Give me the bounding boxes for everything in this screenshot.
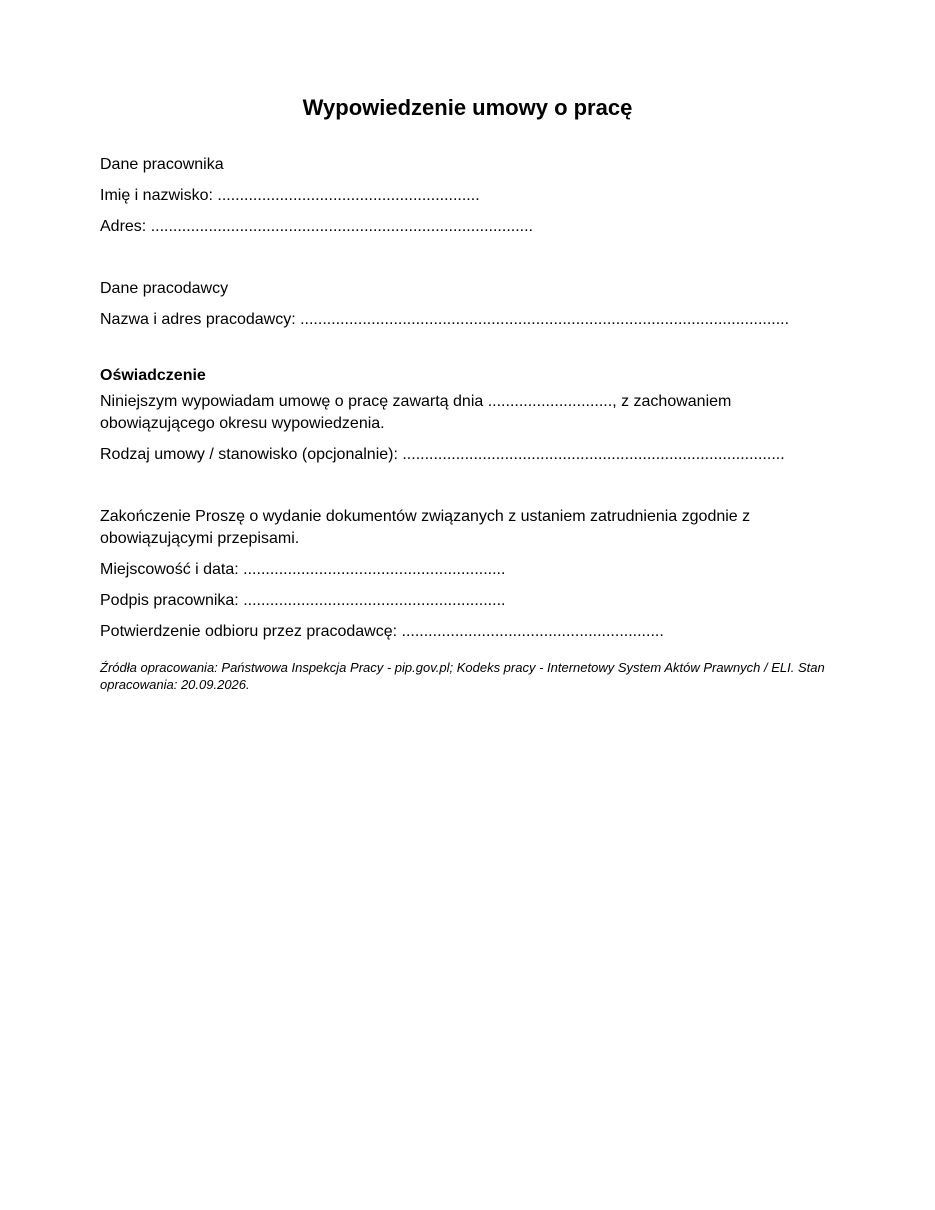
- employee-section-heading: Dane pracownika: [100, 156, 224, 173]
- employee-name-line: Imię i nazwisko: ...........................................................: [100, 187, 480, 204]
- place-date-line: Miejscowość i data: ...........................................................: [100, 561, 506, 578]
- document-page: [100, 92, 835, 693]
- employee-address-line: Adres: ......................................................................................: [100, 218, 533, 235]
- employer-name-address-line: Nazwa i adres pracodawcy: ..............................................................................................................: [100, 311, 790, 328]
- employer-section-heading: Dane pracodawcy: [100, 280, 229, 297]
- sources-footnote: Źródła opracowania: Państwowa Inspekcja Pracy - pip.gov.pl; Kodeks pracy - Internetowy System Aktów Prawnych / ELI. Stan opracowania: 20.09.2026.: [100, 660, 825, 692]
- signature-line: Podpis pracownika: ...........................................................: [100, 592, 506, 609]
- receipt-confirmation-line: Potwierdzenie odbioru przez pracodawcę: ...........................................................: [100, 623, 664, 640]
- statement-text: Niniejszym wypowiadam umowę o pracę zawartą dnia ............................, z zachowaniem obowiązującego okresu wypowiedzenia.: [100, 393, 732, 432]
- closing-text: Zakończenie Proszę o wydanie dokumentów związanych z ustaniem zatrudnienia zgodnie z obowiązującymi przepisami.: [100, 508, 751, 547]
- statement-section-heading: Oświadczenie: [100, 367, 206, 384]
- contract-type-line: Rodzaj umowy / stanowisko (opcjonalnie): ......................................................................................: [100, 446, 785, 463]
- document-title: Wypowiedzenie umowy o pracę: [302, 95, 633, 120]
